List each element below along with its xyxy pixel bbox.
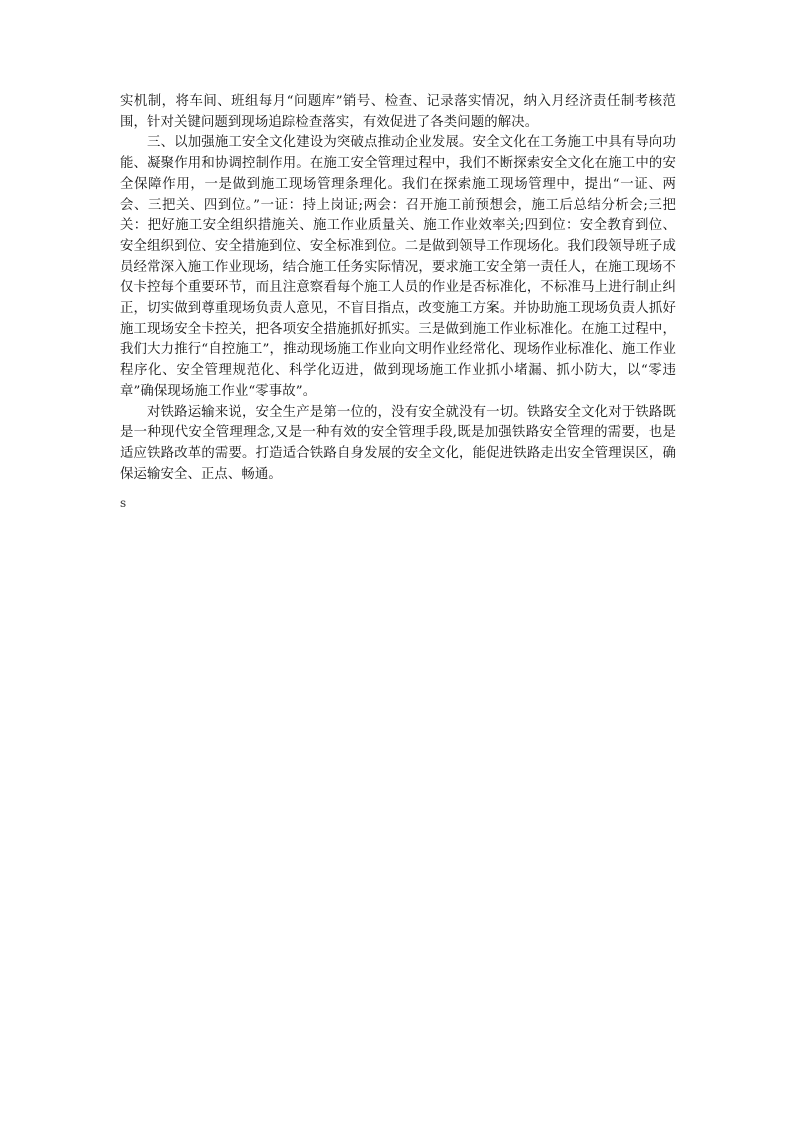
trailing-mark: s	[120, 496, 127, 510]
document-body	[120, 92, 676, 485]
paragraph-conclusion: 对铁路运输来说，安全生产是第一位的，没有安全就没有一切。铁路安全文化对于铁路既是一种现代安全管理理念,又是一种有效的安全管理手段,既是加强铁路安全管理的需要，也是适应铁路改革的需要。打造适合铁路自身发展的安全文化，能促进铁路走出安全管理误区，确保运输安全、正点、畅通。	[120, 404, 676, 482]
paragraph-section-three: 三、以加强施工安全文化建设为突破点推动企业发展。安全文化在工务施工中具有导向功能、凝聚作用和协调控制作用。在施工安全管理过程中，我们不断探索安全文化在施工中的安全保障作用，一是做到施工现场管理条理化。我们在探索施工现场管理中，提出“一证、两会、三把关、四到位。”一证：持上岗证;两会：召开施工前预想会，施工后总结分析会;三把关：把好施工安全组织措施关、施工作业质量关、施工作业效率关;四到位：安全教育到位、安全组织到位、安全措施到位、安全标准到位。二是做到领导工作现场化。我们段领导班子成员经常深入施工作业现场，结合施工任务实际情况，要求施工安全第一责任人，在施工现场不仅卡控每个重要环节，而且注意察看每个施工人员的作业是否标准化，不标准马上进行制止纠正，切实做到尊重现场负责人意见，不盲目指点，改变施工方案。并协助施工现场负责人抓好施工现场安全卡控关，把各项安全措施抓好抓实。三是做到施工作业标准化。在施工过程中，我们大力推行“自控施工”，推动现场施工作业向文明作业经常化、现场作业标准化、施工作业程序化、安全管理规范化、科学化迈进，做到现场施工作业抓小堵漏、抓小防大，以“零违章”确保现场施工作业“零事故”。	[120, 135, 676, 399]
paragraph-continuation: 实机制，将车间、班组每月“问题库”销号、检查、记录落实情况，纳入月经济责任制考核范围，针对关键问题到现场追踪检查落实，有效促进了各类问题的解决。	[120, 94, 676, 130]
